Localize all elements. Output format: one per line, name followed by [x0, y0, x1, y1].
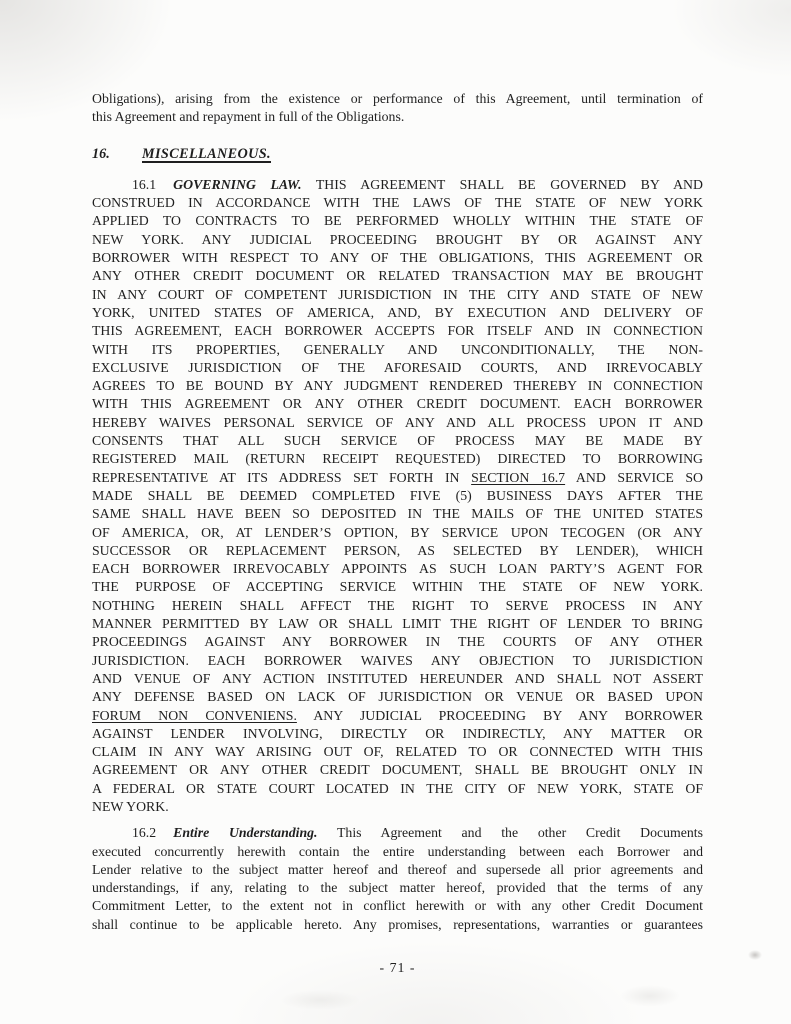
text-segment: NOTHING HEREIN SHALL AFFECT THE RIGHT TO SERVE PROCESS IN ANY: [92, 597, 703, 613]
text-segment: ANY OTHER CREDIT DOCUMENT OR RELATED TRANSACTION MAY BE BROUGHT: [92, 268, 703, 284]
text-line: [92, 90, 703, 108]
text-segment: shall continue to be applicable hereto. Any promises, representations, warranties or guarantees: [92, 916, 703, 932]
text-line: [92, 108, 703, 126]
text-segment: THE PURPOSE OF ACCEPTING SERVICE WITHIN THE STATE OF NEW YORK.: [92, 579, 703, 595]
text-segment: MADE SHALL BE DEEMED COMPLETED FIVE (5) BUSINESS DAYS AFTER THE: [92, 487, 703, 503]
text-segment: SUCCESSOR OR REPLACEMENT PERSON, AS SELECTED BY LENDER), WHICH: [92, 542, 703, 558]
page-number: - 71 -: [379, 960, 416, 976]
text-segment: WITH THIS AGREEMENT OR ANY OTHER CREDIT DOCUMENT. EACH BORROWER: [92, 396, 703, 412]
text-line: [92, 897, 703, 915]
text-segment: HEREBY WAIVES PERSONAL SERVICE OF ANY AND ALL PROCESS UPON IT AND: [92, 414, 703, 430]
underlined-text: SECTION 16.7: [471, 469, 566, 485]
text-segment: Lender relative to the subject matter hereof and thereof and supersede all prior agreements and: [92, 861, 703, 877]
text-segment: EXCLUSIVE JURISDICTION OF THE AFORESAID COURTS, AND IRREVOCABLY: [92, 359, 703, 375]
text-line: [92, 212, 703, 230]
text-line: [92, 432, 703, 450]
text-segment: executed concurrently herewith contain the entire understanding between each Borrower and: [92, 843, 703, 859]
scan-smudge: [280, 990, 360, 1010]
text-segment: AND VENUE OF ANY ACTION INSTITUTED HEREUNDER AND SHALL NOT ASSERT: [92, 670, 703, 686]
text-segment: THIS AGREEMENT, EACH BORROWER ACCEPTS FOR ITSELF AND IN CONNECTION: [92, 323, 703, 339]
text-segment: WITH ITS PROPERTIES, GENERALLY AND UNCONDITIONALLY, THE NON-: [92, 341, 703, 357]
text-line: [92, 231, 703, 249]
text-line: [92, 377, 703, 395]
section-16-title: MISCELLANEOUS.: [142, 145, 271, 162]
text-segment: understandings, if any, relating to the subject matter hereof, provided that the terms of any: [92, 880, 703, 896]
section-16-heading: [92, 145, 703, 163]
text-line: [92, 597, 703, 615]
text-line: [92, 487, 703, 505]
text-line: [92, 194, 703, 212]
text-segment: NEW YORK.: [92, 798, 169, 814]
text-segment: ANY DEFENSE BASED ON LACK OF JURISDICTION OR VENUE OR BASED UPON: [92, 689, 703, 705]
underlined-text: FORUM NON CONVENIENS.: [92, 707, 297, 723]
text-segment: AGREES TO BE BOUND BY ANY JUDGMENT RENDERED THEREBY IN CONNECTION: [92, 378, 703, 394]
text-line: [92, 469, 703, 487]
text-line: [92, 524, 703, 542]
text-segment: BORROWER WITH RESPECT TO ANY OF THE OBLIGATIONS, THIS AGREEMENT OR: [92, 250, 703, 266]
text-line: [92, 359, 703, 377]
section-16-2-paragraph: [92, 824, 703, 934]
scan-smudge: [620, 985, 680, 1007]
text-segment: 16.1: [132, 176, 157, 192]
text-segment: This Agreement and the other Credit Documents: [317, 825, 703, 841]
text-segment: CLAIM IN ANY WAY ARISING OUT OF, RELATED TO OR CONNECTED WITH THIS: [92, 744, 703, 760]
text-segment: AGAINST LENDER INVOLVING, DIRECTLY OR INDIRECTLY, ANY MATTER OR: [92, 725, 703, 741]
text-line: [92, 615, 703, 633]
text-segment: A FEDERAL OR STATE COURT LOCATED IN THE CITY OF NEW YORK, STATE OF: [92, 780, 703, 796]
text-line: [92, 843, 703, 861]
text-line: [92, 743, 703, 761]
text-line: [92, 560, 703, 578]
text-line: [92, 824, 703, 842]
scan-smudge: [748, 950, 762, 960]
text-line: [92, 267, 703, 285]
intro-paragraph: [92, 90, 703, 127]
text-segment: CONSTRUED IN ACCORDANCE WITH THE LAWS OF THE STATE OF NEW YORK: [92, 195, 703, 211]
text-segment: CONSENTS THAT ALL SUCH SERVICE OF PROCESS MAY BE MADE BY: [92, 433, 703, 449]
text-segment: YORK, UNITED STATES OF AMERICA, AND, BY EXECUTION AND DELIVERY OF: [92, 304, 703, 320]
text-line: [92, 286, 703, 304]
text-line: [92, 670, 703, 688]
text-segment: EACH BORROWER IRREVOCABLY APPOINTS AS SUCH LOAN PARTY’S AGENT FOR: [92, 561, 703, 577]
text-line: [92, 780, 703, 798]
text-line: [92, 861, 703, 879]
text-segment: SAME SHALL HAVE BEEN SO DEPOSITED IN THE MAILS OF THE UNITED STATES: [92, 506, 703, 522]
text-line: [92, 633, 703, 651]
text-line: [92, 761, 703, 779]
text-line: [92, 542, 703, 560]
text-segment: APPLIED TO CONTRACTS TO BE PERFORMED WHOLLY WITHIN THE STATE OF: [92, 213, 703, 229]
text-segment: REPRESENTATIVE AT ITS ADDRESS SET FORTH IN: [92, 469, 472, 485]
text-segment: this Agreement and repayment in full of the Obligations.: [92, 109, 405, 125]
text-line: [92, 707, 703, 725]
section-16-number: 16.: [92, 145, 110, 162]
text-line: [92, 798, 703, 816]
text-line: [92, 688, 703, 706]
text-segment: AND SERVICE SO: [565, 469, 703, 485]
text-line: [92, 414, 703, 432]
text-line: [92, 341, 703, 359]
section-16-1-paragraph: [92, 176, 703, 816]
text-segment: JURISDICTION. EACH BORROWER WAIVES ANY OBJECTION TO JURISDICTION: [92, 652, 703, 668]
text-segment: REGISTERED MAIL (RETURN RECEIPT REQUESTED) DIRECTED TO BORROWING: [92, 451, 703, 467]
emphasized-text: GOVERNING LAW.: [173, 176, 302, 192]
text-segment: ANY JUDICIAL PROCEEDING BY ANY BORROWER: [296, 707, 703, 723]
text-line: [92, 916, 703, 934]
text-segment: PROCEEDINGS AGAINST ANY BORROWER IN THE COURTS OF ANY OTHER: [92, 634, 703, 650]
text-segment: Commitment Letter, to the extent not in conflict herewith or with any other Credit Document: [92, 898, 703, 914]
text-line: [92, 249, 703, 267]
text-line: [92, 450, 703, 468]
text-line: [92, 578, 703, 596]
text-line: [92, 505, 703, 523]
text-line: [92, 176, 703, 194]
text-segment: 16.2: [132, 825, 157, 841]
text-line: [92, 322, 703, 340]
text-segment: IN ANY COURT OF COMPETENT JURISDICTION IN THE CITY AND STATE OF NEW: [92, 286, 703, 302]
text-segment: AGREEMENT OR ANY OTHER CREDIT DOCUMENT, SHALL BE BROUGHT ONLY IN: [92, 762, 703, 778]
text-line: [92, 879, 703, 897]
emphasized-text: Entire Understanding.: [173, 825, 318, 841]
text-line: [92, 304, 703, 322]
text-segment: MANNER PERMITTED BY LAW OR SHALL LIMIT THE RIGHT OF LENDER TO BRING: [92, 616, 703, 632]
text-segment: Obligations), arising from the existence or performance of this Agreement, until termination of: [92, 91, 703, 106]
text-segment: NEW YORK. ANY JUDICIAL PROCEEDING BROUGHT BY OR AGAINST ANY: [92, 231, 703, 247]
text-segment: THIS AGREEMENT SHALL BE GOVERNED BY AND: [301, 176, 703, 192]
text-line: [92, 652, 703, 670]
text-line: [92, 395, 703, 413]
text-segment: OF AMERICA, OR, AT LENDER’S OPTION, BY SERVICE UPON TECOGEN (OR ANY: [92, 524, 703, 540]
text-line: [92, 725, 703, 743]
